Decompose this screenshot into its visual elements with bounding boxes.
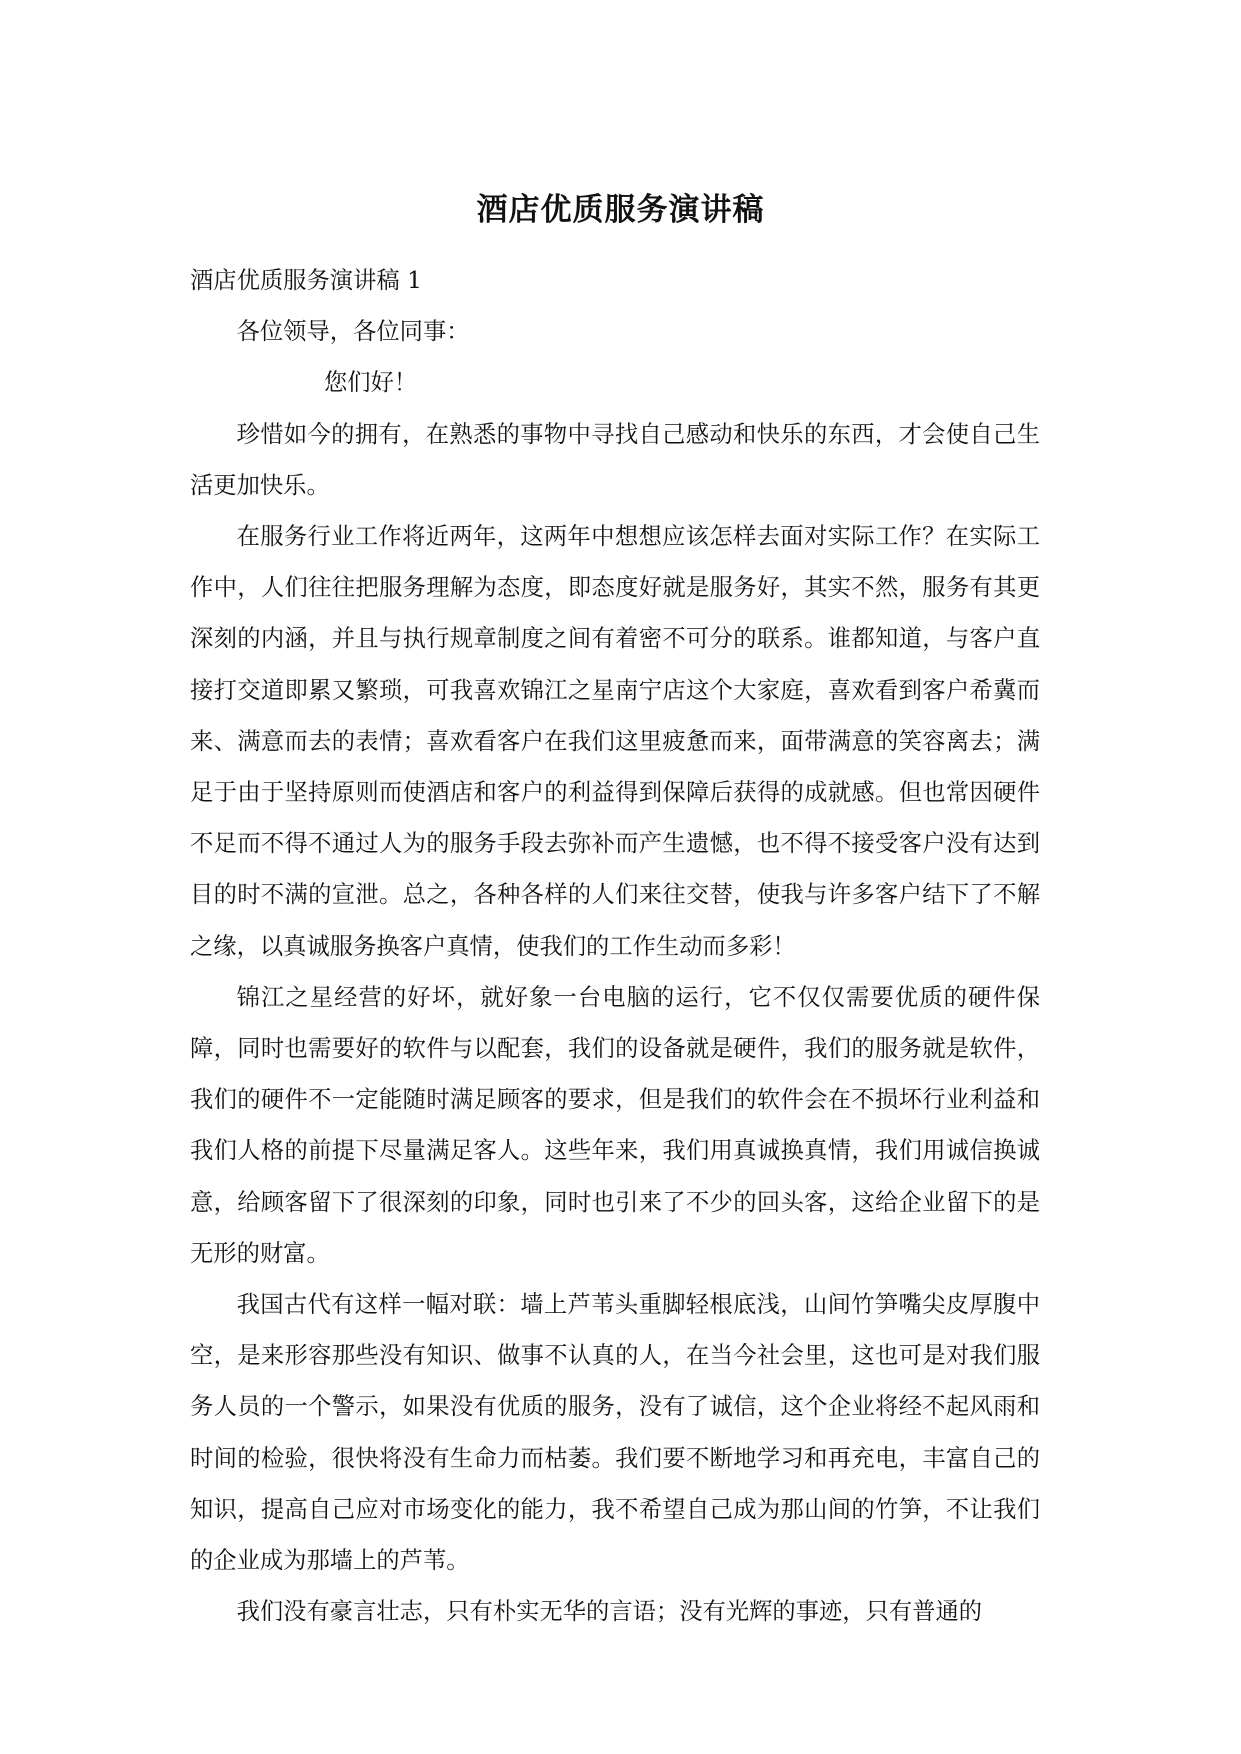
paragraph-1: 珍惜如今的拥有，在熟悉的事物中寻找自己感动和快乐的东西，才会使自己生活更加快乐。 — [190, 420, 1040, 499]
paragraph-5: 我们没有豪言壮志，只有朴实无华的言语；没有光辉的事迹，只有普通的 — [236, 1598, 983, 1626]
document-body — [190, 255, 1040, 1637]
greeting: 您们好！ — [324, 369, 418, 397]
document-title: 酒店优质服务演讲稿 — [476, 192, 765, 228]
salutation: 各位领导，各位同事： — [236, 318, 470, 346]
paragraph-3: 锦江之星经营的好坏，就好象一台电脑的运行，它不仅仅需要优质的硬件保障，同时也需要好的软件与以配套，我们的设备就是硬件，我们的服务就是软件，我们的硬件不一定能随时满足顾客的要求，但是我们的软件会在不损坏行业利益和我们人格的前提下尽量满足客人。这些年来，我们用真诚换真情，我们用诚信换诚意，给顾客留下了很深刻的印象，同时也引来了不少的回头客，这给企业留下的是无形的财富。 — [190, 983, 1040, 1267]
speech-subtitle: 酒店优质服务演讲稿 1 — [190, 267, 422, 294]
paragraph-4: 我国古代有这样一幅对联：墙上芦苇头重脚轻根底浅，山间竹笋嘴尖皮厚腹中空，是来形容那些没有知识、做事不认真的人，在当今社会里，这也可是对我们服务人员的一个警示，如果没有优质的服务，没有了诚信，这个企业将经不起风雨和时间的检验，很快将没有生命力而枯萎。我们要不断地学习和再充电，丰富自己的知识，提高自己应对市场变化的能力，我不希望自己成为那山间的竹笋，不让我们的企业成为那墙上的芦苇。 — [190, 1291, 1040, 1575]
paragraph-2: 在服务行业工作将近两年，这两年中想想应该怎样去面对实际工作？在实际工作中，人们往往把服务理解为态度，即态度好就是服务好，其实不然，服务有其更深刻的内涵，并且与执行规章制度之间有着密不可分的联系。谁都知道，与客户直接打交道即累又繁琐，可我喜欢锦江之星南宁店这个大家庭，喜欢看到客户希冀而来、满意而去的表情；喜欢看客户在我们这里疲惫而来，面带满意的笑容离去；满足于由于坚持原则而使酒店和客户的利益得到保障后获得的成就感。但也常因硬件不足而不得不通过人为的服务手段去弥补而产生遗憾，也不得不接受客户没有达到目的时不满的宣泄。总之，各种各样的人们来往交替，使我与许多客户结下了不解之缘，以真诚服务换客户真情，使我们的工作生动而多彩！ — [190, 523, 1040, 960]
